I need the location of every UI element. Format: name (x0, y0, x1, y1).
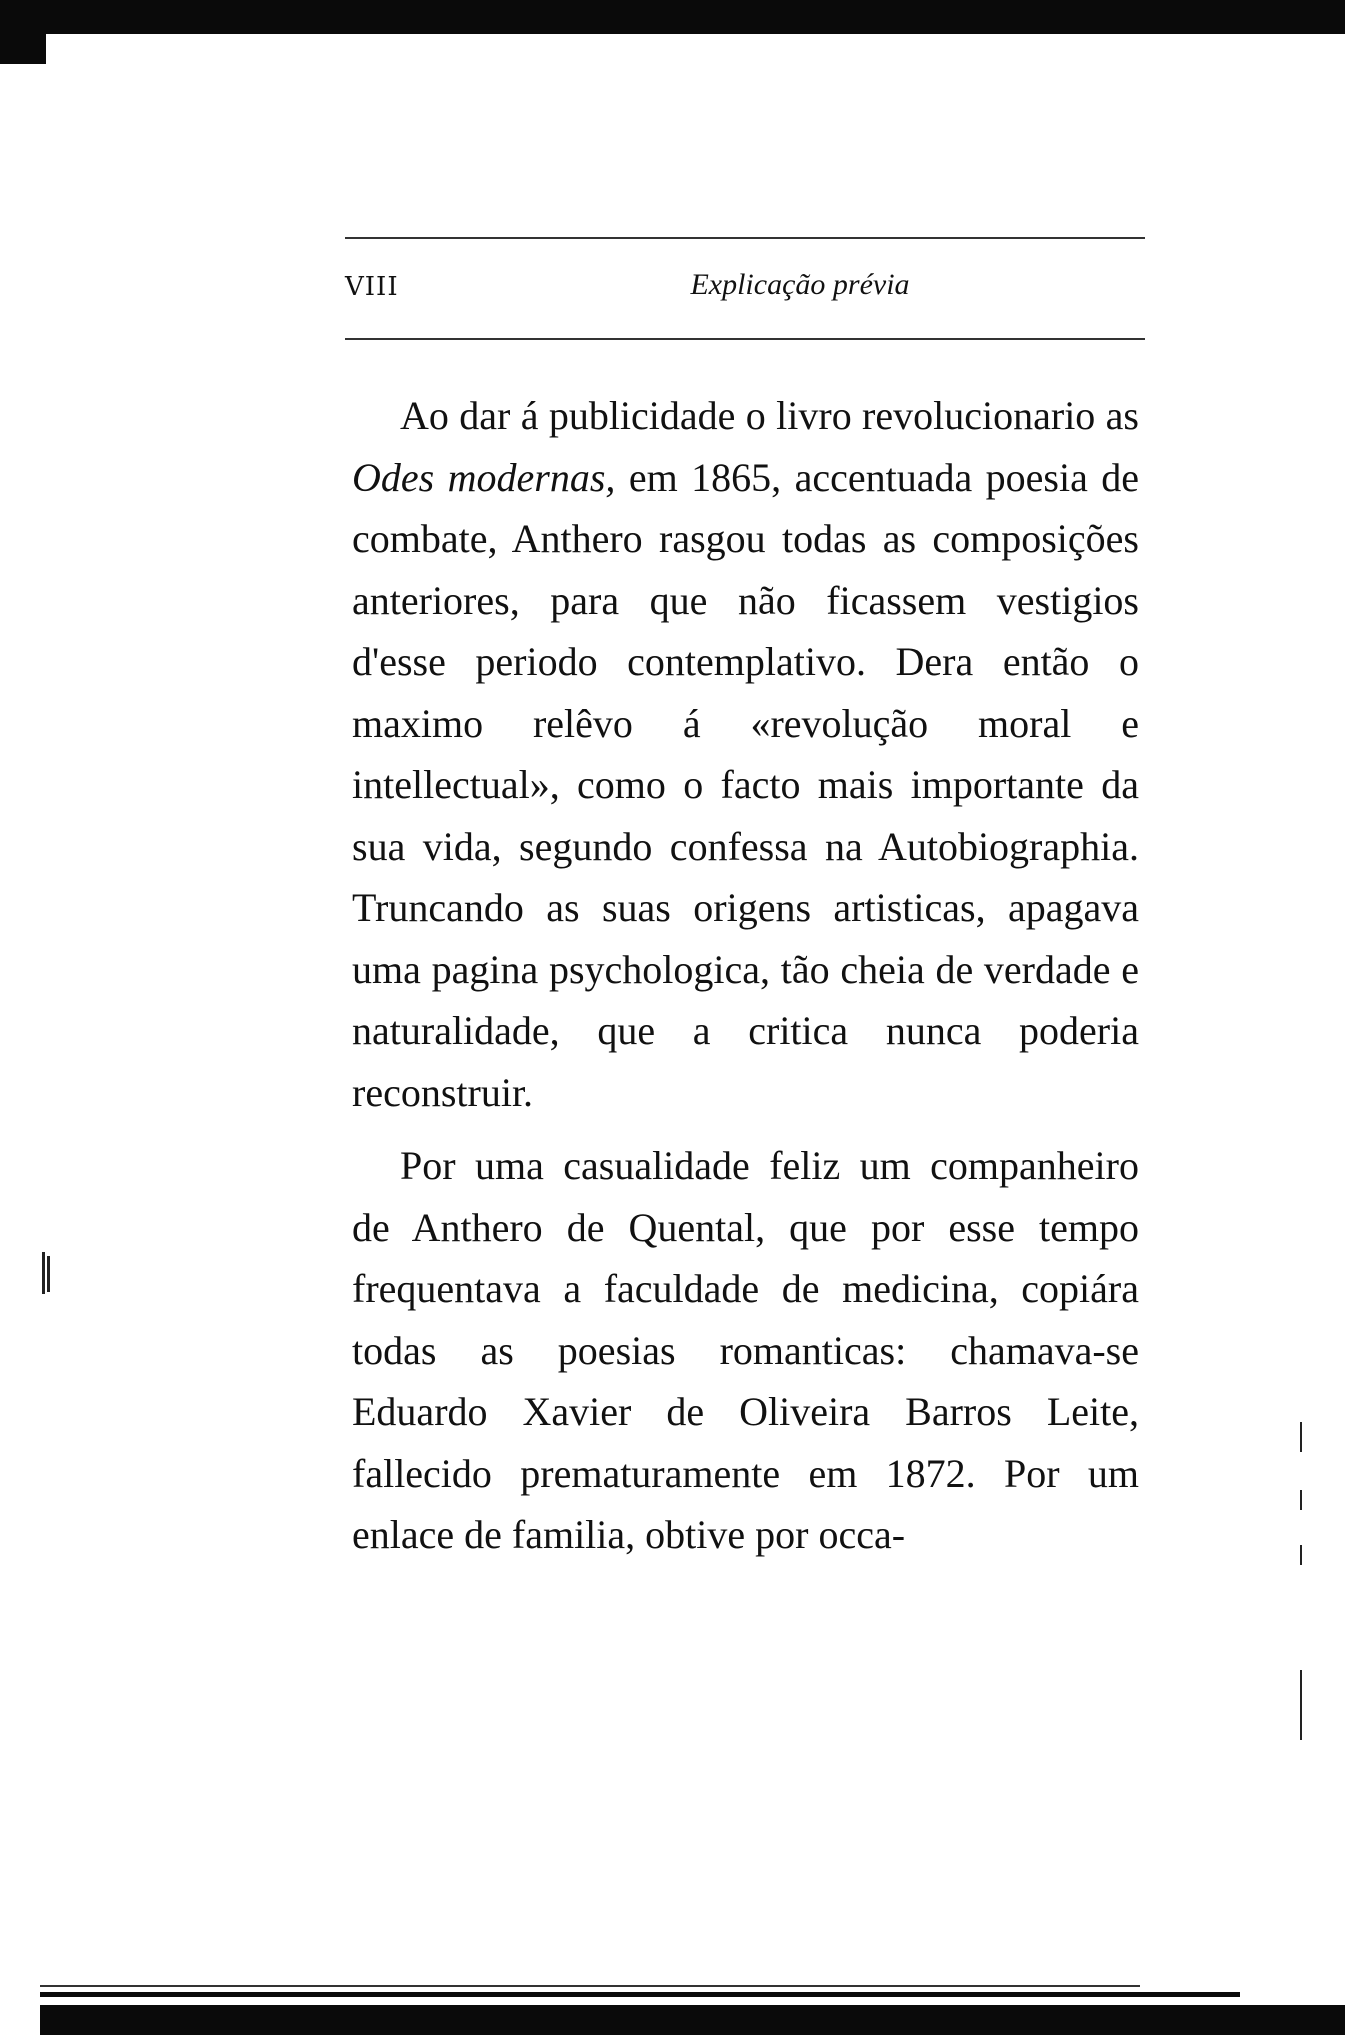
margin-mark (1300, 1670, 1302, 1740)
paragraph-2: Por uma casualidade feliz um companheiro de Anthero de Quental, que por esse tempo frequentava a faculdade de medicina, copiára todas as poesias romanticas: chamava-se Eduardo Xavier de Oliveira Barros Leite, fallecido prematuramente em 1872. Por um enlace de familia, obtive por occa- (352, 1143, 1139, 1557)
margin-mark (47, 1256, 50, 1292)
page-number: VIII (345, 272, 399, 302)
margin-mark (1300, 1490, 1302, 1510)
scan-border-bottom-line (40, 1992, 1240, 1997)
margin-mark (42, 1252, 45, 1294)
scan-border-notch (0, 34, 46, 64)
paragraph-1-rest: em 1865, accentuada poesia de combate, Anthero rasgou todas as composições anteriores, para que não ficassem vestigios d'esse periodo contemplativo. Dera então o maximo relêvo á «revolução moral e intellectual», como o facto mais importante da sua vida, segundo confessa na Autobiographia. Truncando as suas origens artisticas, apagava uma pagina psychologica, tão cheia de verdade e naturalidade, que a critica nunca poderia reconstruir. (352, 454, 1140, 1115)
scan-border-top (0, 0, 1345, 34)
scan-border-bottom (40, 2005, 1345, 2035)
body-text (352, 385, 1139, 1566)
paragraph-1-start: Ao dar á publicidade o livro revolucionario as (400, 393, 1139, 438)
book-title-odes-modernas: Odes modernas, (352, 454, 616, 500)
header-rule-top (345, 237, 1145, 239)
running-title: Explicação prévia (690, 268, 910, 301)
margin-mark (1300, 1545, 1302, 1565)
page-header (345, 268, 1145, 318)
header-rule-bottom (345, 338, 1145, 340)
scan-border-bottom-thin (40, 1985, 1140, 1987)
paragraph-1 (352, 385, 1139, 1123)
margin-mark (1300, 1422, 1302, 1452)
